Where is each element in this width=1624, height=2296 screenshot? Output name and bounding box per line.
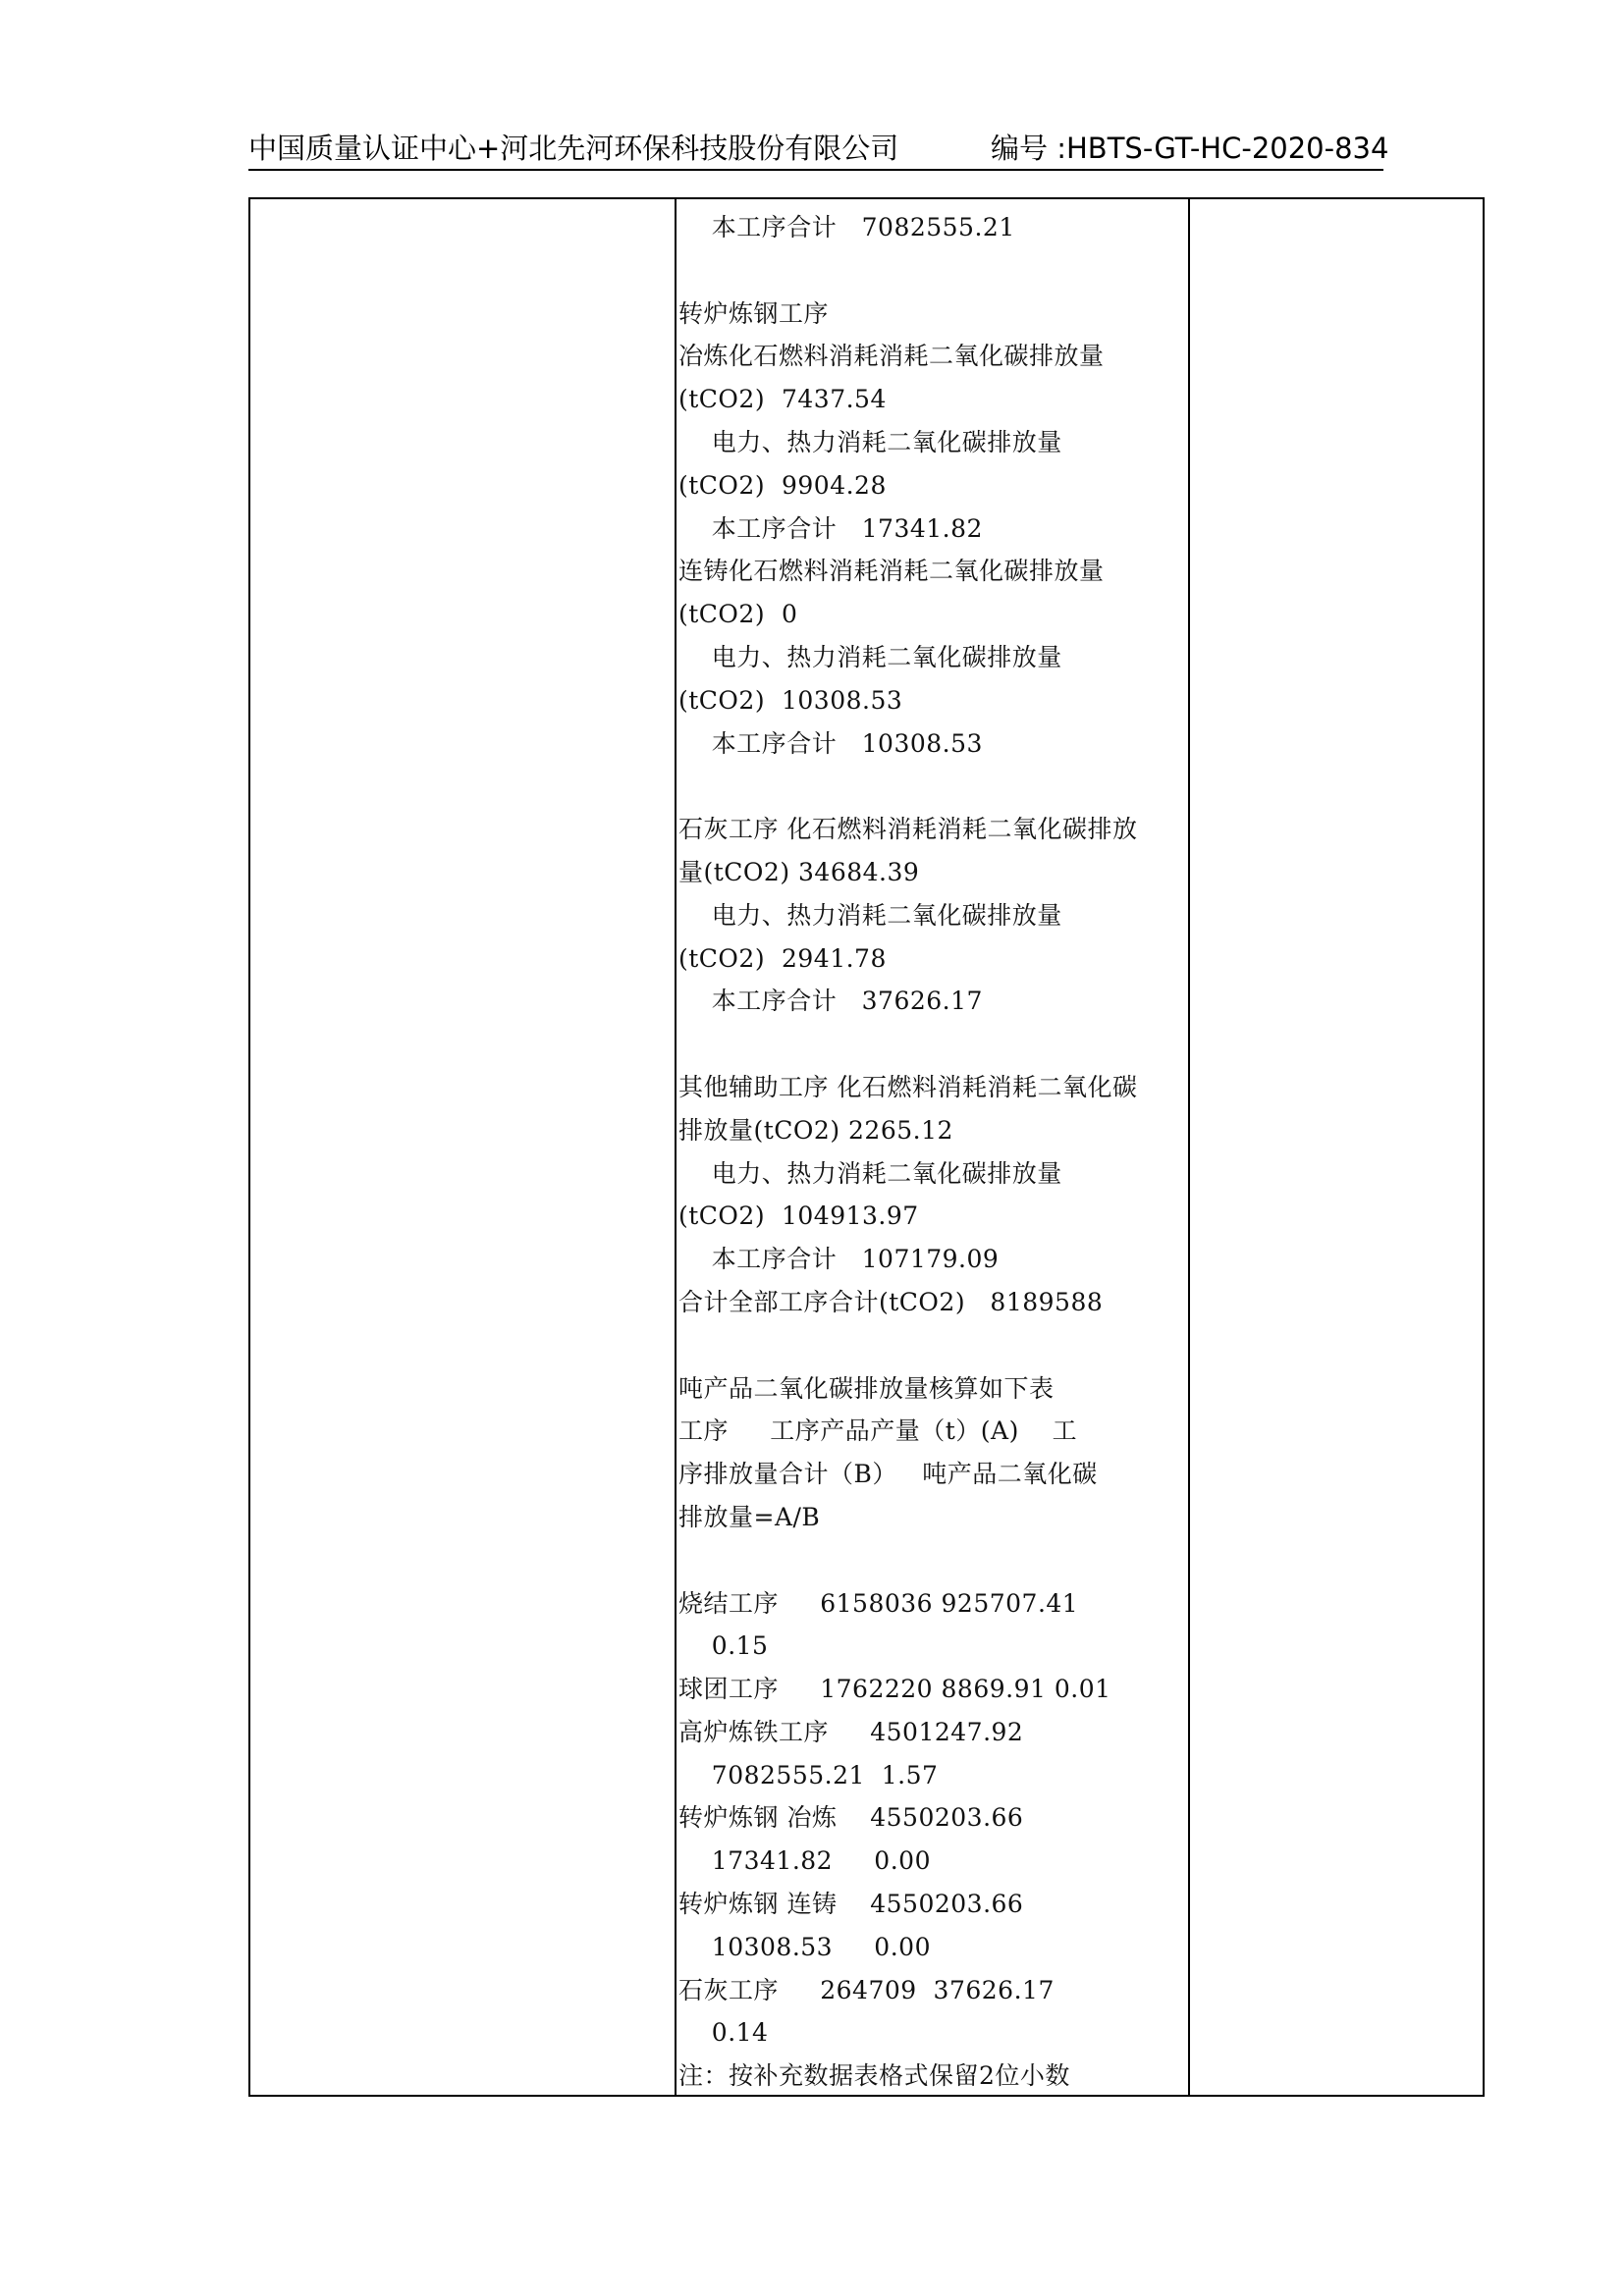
- content-line: 球团工序 1762220 8869.91 0.01: [678, 1675, 1111, 1704]
- content-line: (tCO2) 9904.28: [678, 470, 887, 500]
- organization-name: 中国质量认证中心+河北先河环保科技股份有限公司: [248, 132, 899, 165]
- document-number: 编号 :HBTS-GT-HC-2020-834: [991, 132, 1389, 165]
- content-line: 电力、热力消耗二氧化碳排放量: [678, 900, 1062, 930]
- content-line: 电力、热力消耗二氧化碳排放量: [678, 427, 1062, 456]
- content-line: 工序 工序产品产量（t）(A) 工: [678, 1416, 1078, 1446]
- content-line: 序排放量合计（B） 吨产品二氧化碳: [678, 1460, 1098, 1489]
- content-line: 烧结工序 6158036 925707.41: [678, 1588, 1079, 1618]
- content-line: 合计全部工序合计(tCO2) 8189588: [678, 1287, 1104, 1316]
- content-line: 排放量=A/B: [678, 1502, 821, 1531]
- content-line: 10308.53 0.00: [678, 1932, 931, 1961]
- content-line: 本工序合计 10308.53: [678, 728, 983, 758]
- blank-line: [678, 1324, 1189, 1367]
- content-line: 7082555.21 1.57: [678, 1760, 939, 1789]
- blank-line: [678, 249, 1189, 293]
- content-line: (tCO2) 2941.78: [678, 943, 887, 973]
- content-line: 本工序合计 107179.09: [678, 1245, 1000, 1274]
- content-line: 电力、热力消耗二氧化碳排放量: [678, 1158, 1062, 1188]
- blank-line: [678, 765, 1189, 808]
- blank-line: [678, 1023, 1189, 1066]
- content-table: [248, 197, 1485, 2097]
- content-line: 高炉炼铁工序 4501247.92: [678, 1717, 1024, 1746]
- content-line: 本工序合计 17341.82: [678, 513, 983, 543]
- content-line: 电力、热力消耗二氧化碳排放量: [678, 642, 1062, 671]
- content-line: 石灰工序 化石燃料消耗消耗二氧化碳排放: [678, 815, 1138, 844]
- content-line: 转炉炼钢 连铸 4550203.66: [678, 1890, 1024, 1919]
- content-line: (tCO2) 7437.54: [678, 385, 887, 414]
- content-line: 本工序合计 7082555.21: [678, 213, 1015, 241]
- content-line: 转炉炼钢工序: [678, 298, 830, 328]
- content-line: 17341.82 0.00: [678, 1846, 931, 1876]
- page-header: [248, 124, 1389, 171]
- content-line: 冶炼化石燃料消耗消耗二氧化碳排放量: [678, 342, 1105, 371]
- content-line: 0.14: [678, 2018, 769, 2048]
- content-line: 0.15: [678, 1631, 769, 1661]
- content-line: 注：按补充数据表格式保留2位小数: [678, 2061, 1070, 2091]
- content-line: 本工序合计 37626.17: [678, 987, 983, 1016]
- content-line: (tCO2) 0: [678, 600, 798, 629]
- content-line: 转炉炼钢 冶炼 4550203.66: [678, 1803, 1024, 1833]
- content-line: (tCO2) 104913.97: [678, 1201, 919, 1231]
- content-line: 其他辅助工序 化石燃料消耗消耗二氧化碳: [678, 1072, 1138, 1101]
- content-line: 排放量(tCO2) 2265.12: [678, 1115, 953, 1145]
- emission-details-cell: [678, 199, 1189, 2098]
- blank-line: [678, 1539, 1189, 1582]
- content-line: (tCO2) 10308.53: [678, 685, 903, 715]
- content-line: 石灰工序 264709 37626.17: [678, 1975, 1055, 2004]
- content-line: 吨产品二氧化碳排放量核算如下表: [678, 1373, 1055, 1403]
- column-divider: [675, 199, 677, 2095]
- content-line: 连铸化石燃料消耗消耗二氧化碳排放量: [678, 557, 1105, 586]
- content-line: 量(tCO2) 34684.39: [678, 857, 920, 886]
